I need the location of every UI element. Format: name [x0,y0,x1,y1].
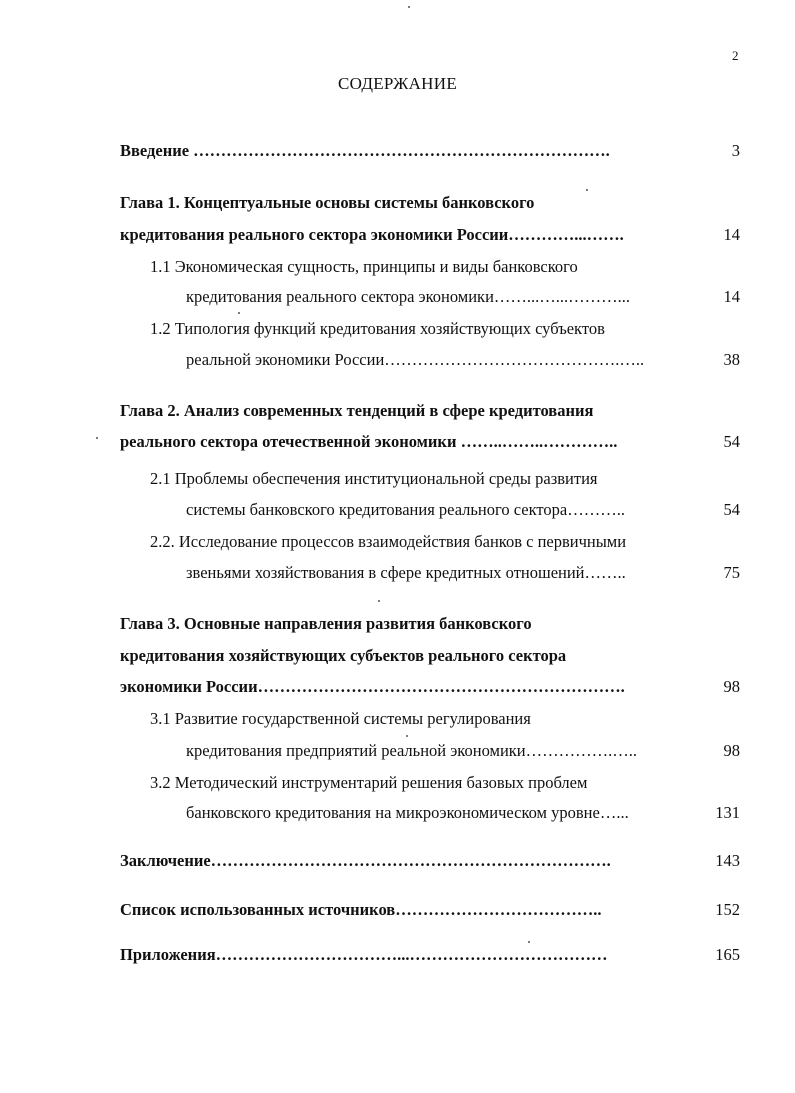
toc-entry-label-cont: кредитования реального сектора экономики……...…...………... [186,287,631,306]
scan-speck [238,312,240,314]
toc-entry-page: 165 [715,945,740,964]
scan-speck [378,600,380,602]
toc-entry-label-cont: кредитования хозяйствующих субъектов реального сектора [120,646,567,665]
toc-entry-label: 1.1 Экономическая сущность, принципы и виды банковского [150,257,578,276]
page-number: 2 [732,48,739,63]
toc-entry-page: 98 [723,741,740,760]
toc-entry-label-cont: экономики России…………………………………………………………. [120,677,625,696]
scan-speck [96,437,98,439]
page-title: СОДЕРЖАНИЕ [337,74,458,93]
toc-entry-label-cont: кредитования реального сектора экономики России…………...……. [120,225,624,244]
toc-entry-label: Глава 1. Концептуальные основы системы банковского [120,193,535,212]
toc-entry-page: 14 [723,225,740,244]
toc-entry-page: 98 [723,677,740,696]
toc-entry-page: 143 [715,851,740,870]
toc-entry-label-cont: кредитования предприятий реальной экономики…………….….. [186,741,637,760]
toc-entry-page: 75 [723,563,740,582]
toc-entry-page: 54 [723,432,740,451]
toc-entry-label: Введение …………………………………………………………………. [120,141,610,160]
toc-entry-label-cont: звеньями хозяйствования в сфере кредитных отношений…….. [186,563,626,582]
toc-entry-label-cont: реального сектора отечественной экономики ……..……..………….. [120,432,618,451]
toc-entry-page: 152 [715,900,740,919]
toc-entry-label: 2.1 Проблемы обеспечения институциональной среды развития [150,469,598,488]
toc-entry-page: 131 [715,803,740,822]
toc-entry-label: Заключение………………………………………………………………. [120,851,611,870]
scan-speck [586,189,588,191]
toc-entry-label: Список использованных источников……………………………….. [120,900,602,919]
toc-entry-label: 3.2 Методический инструментарий решения базовых проблем [150,773,588,792]
toc-entry-label-cont: реальной экономики России…………………………………….….. [186,350,645,369]
toc-entry-page: 38 [723,350,740,369]
toc-entry-label: Глава 2. Анализ современных тенденций в сфере кредитования [120,401,594,420]
scan-speck [528,941,530,943]
toc-entry-page: 14 [723,287,740,306]
scan-speck [408,6,410,8]
toc-entry-label: 3.1 Развитие государственной системы регулирования [150,709,531,728]
toc-entry-page: 3 [731,141,740,160]
toc-entry-label-cont: системы банковского кредитования реального сектора……….. [186,500,625,519]
toc-entry-label: Глава 3. Основные направления развития банковского [120,614,532,633]
toc-entry-page: 54 [723,500,740,519]
toc-entry-label: Приложения……………………………...……………………………… [120,945,608,964]
toc-entry-label-cont: банковского кредитования на микроэкономическом уровне…... [186,803,629,822]
toc-entry-label: 2.2. Исследование процессов взаимодействия банков с первичными [150,532,627,551]
scan-speck [406,735,408,737]
toc-entry-label: 1.2 Типология функций кредитования хозяйствующих субъектов [150,319,605,338]
